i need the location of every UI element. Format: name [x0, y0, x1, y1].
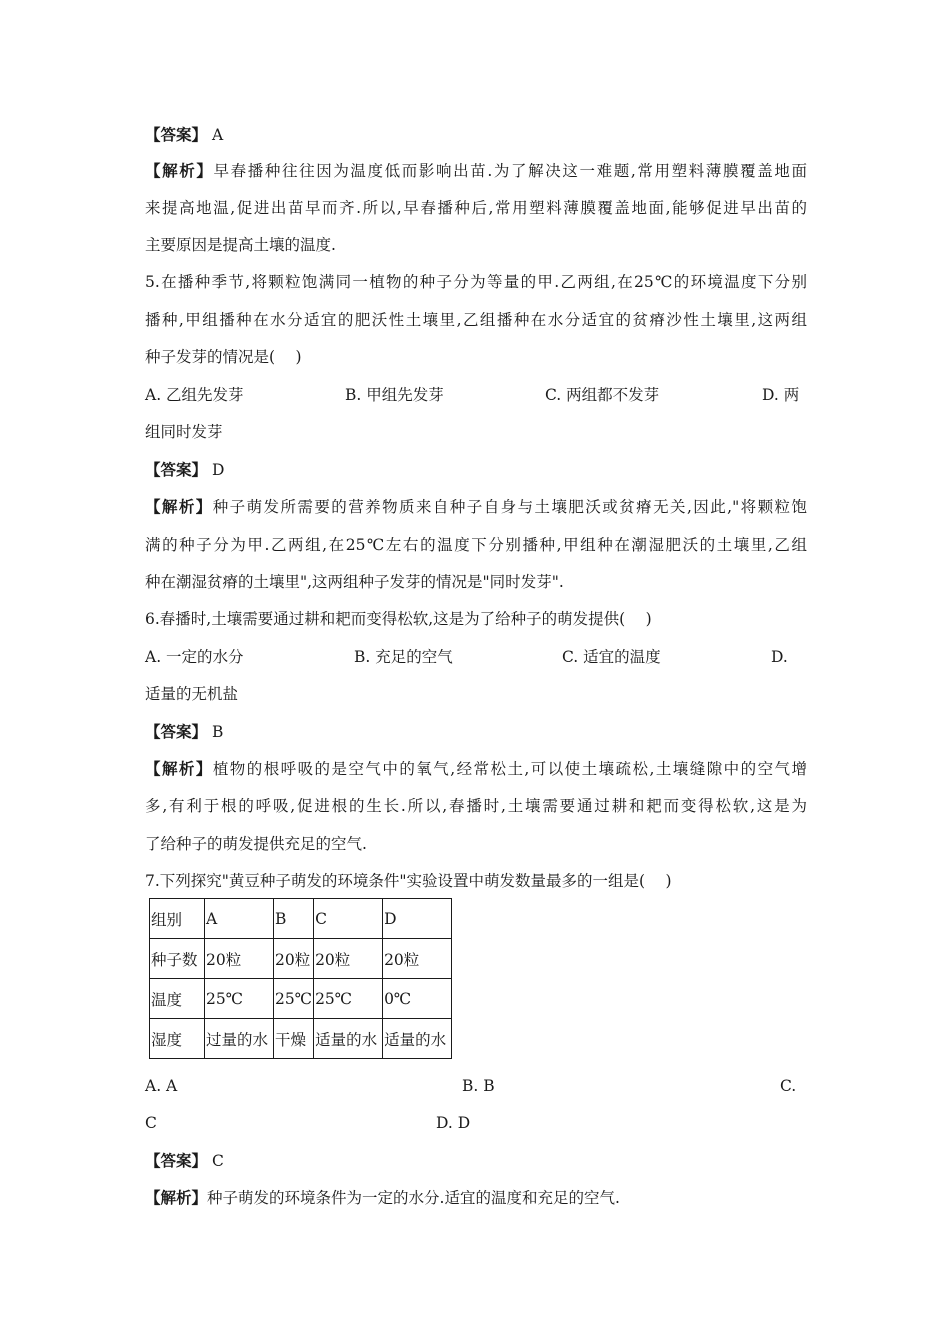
- table-cell: 25℃: [205, 979, 274, 1019]
- table-cell: 20粒: [274, 939, 314, 979]
- q5-option-d: D. 两: [762, 386, 800, 404]
- analysis-tag: 【解析】: [145, 1188, 208, 1207]
- q5-option-wrap: 组同时发芽: [145, 423, 223, 441]
- analysis-tag: 【解析】: [145, 497, 213, 516]
- table-cell: 25℃: [314, 979, 383, 1019]
- table-row: [150, 939, 452, 979]
- table-cell: 湿度: [150, 1019, 205, 1059]
- q7-option-a: A. A: [145, 1077, 178, 1095]
- answer-value: C: [211, 1152, 224, 1170]
- answer-tag: 【答案】: [145, 460, 208, 479]
- q6-option-b: B. 充足的空气: [354, 648, 453, 666]
- q6-analysis-line-2: 多,有利于根的呼吸,促进根的生长.所以,春播时,土壤需要通过耕和耙而变得松软,这是为: [145, 797, 807, 815]
- q5-question-line-1: 5.在播种季节,将颗粒饱满同一植物的种子分为等量的甲.乙两组,在25℃的环境温度下分别: [145, 273, 807, 291]
- q7-option-c: C.: [780, 1077, 797, 1095]
- q4-answer-line: [145, 124, 807, 146]
- q4-analysis-line-1: 【解析】早春播种往往因为温度低而影响出苗.为了解决这一难题,常用塑料薄膜覆盖地面: [145, 161, 807, 180]
- table-cell: 25℃: [274, 979, 314, 1019]
- q5-question-line-2: 播种,甲组播种在水分适宜的肥沃性土壤里,乙组播种在水分适宜的贫瘠沙性土壤里,这两组: [145, 311, 807, 329]
- q7-answer-line: [145, 1150, 807, 1172]
- analysis-tag: 【解析】: [145, 759, 213, 778]
- q5-analysis-line-1: 【解析】种子萌发所需要的营养物质来自种子自身与土壤肥沃或贫瘠无关,因此,"将颗粒饱: [145, 497, 807, 516]
- table-cell: 过量的水: [205, 1019, 274, 1059]
- answer-value: A: [211, 126, 224, 144]
- q7-option-d: D. D: [436, 1114, 471, 1132]
- table-row: [150, 979, 452, 1019]
- q7-analysis-line: 【解析】种子萌发的环境条件为一定的水分.适宜的温度和充足的空气.: [145, 1188, 620, 1207]
- q5-option-a: A. 乙组先发芽: [145, 386, 244, 404]
- table-cell: 0℃: [383, 979, 452, 1019]
- q6-answer-line: [145, 721, 807, 743]
- table-cell: A: [205, 899, 274, 939]
- table-cell: 20粒: [314, 939, 383, 979]
- q6-option-c: C. 适宜的温度: [562, 648, 661, 666]
- q6-analysis-line-1: 【解析】植物的根呼吸的是空气中的氧气,经常松土,可以使土壤疏松,土壤缝隙中的空气增: [145, 759, 807, 778]
- answer-tag: 【答案】: [145, 722, 208, 741]
- q5-answer-line: [145, 459, 807, 481]
- q7-question: 7.下列探究"黄豆种子萌发的环境条件"实验设置中萌发数量最多的一组是( ): [145, 872, 672, 890]
- table-row: [150, 1019, 452, 1059]
- q4-analysis-line-2: 来提高地温,促进出苗早而齐.所以,早春播种后,常用塑料薄膜覆盖地面,能够促进早出苗的: [145, 199, 807, 217]
- table-cell: C: [314, 899, 383, 939]
- q4-analysis-line-3: 主要原因是提高土壤的温度.: [145, 236, 336, 254]
- q5-analysis-line-3: 种在潮湿贫瘠的土壤里",这两组种子发芽的情况是"同时发芽".: [145, 573, 564, 591]
- table-cell: D: [383, 899, 452, 939]
- q6-option-wrap: 适量的无机盐: [145, 685, 239, 703]
- table-cell: 组别: [150, 899, 205, 939]
- table-row: [150, 899, 452, 939]
- table-cell: 种子数: [150, 939, 205, 979]
- q6-option-d: D.: [771, 648, 788, 666]
- table-cell: 温度: [150, 979, 205, 1019]
- analysis-tag: 【解析】: [145, 161, 214, 180]
- table-cell: 适量的水: [383, 1019, 452, 1059]
- q5-option-c: C. 两组都不发芽: [545, 386, 660, 404]
- table-cell: B: [274, 899, 314, 939]
- table-cell: 20粒: [383, 939, 452, 979]
- q6-analysis-line-3: 了给种子的萌发提供充足的空气.: [145, 835, 367, 853]
- q7-option-c-wrap: C: [145, 1114, 157, 1132]
- answer-tag: 【答案】: [145, 1151, 208, 1170]
- answer-tag: 【答案】: [145, 125, 208, 144]
- q6-option-a: A. 一定的水分: [145, 648, 244, 666]
- answer-value: D: [211, 461, 225, 479]
- q6-question: 6.春播时,土壤需要通过耕和耙而变得松软,这是为了给种子的萌发提供( ): [145, 610, 652, 628]
- table-cell: 干燥: [274, 1019, 314, 1059]
- q7-option-b: B. B: [462, 1077, 495, 1095]
- table-cell: 适量的水: [314, 1019, 383, 1059]
- q5-option-b: B. 甲组先发芽: [345, 386, 444, 404]
- q5-question-line-3: 种子发芽的情况是( ): [145, 348, 302, 366]
- q5-analysis-line-2: 满的种子分为甲.乙两组,在25℃左右的温度下分别播种,甲组种在潮湿肥沃的土壤里,乙组: [145, 536, 807, 554]
- answer-value: B: [211, 723, 224, 741]
- table-cell: 20粒: [205, 939, 274, 979]
- q7-table: [149, 898, 452, 1059]
